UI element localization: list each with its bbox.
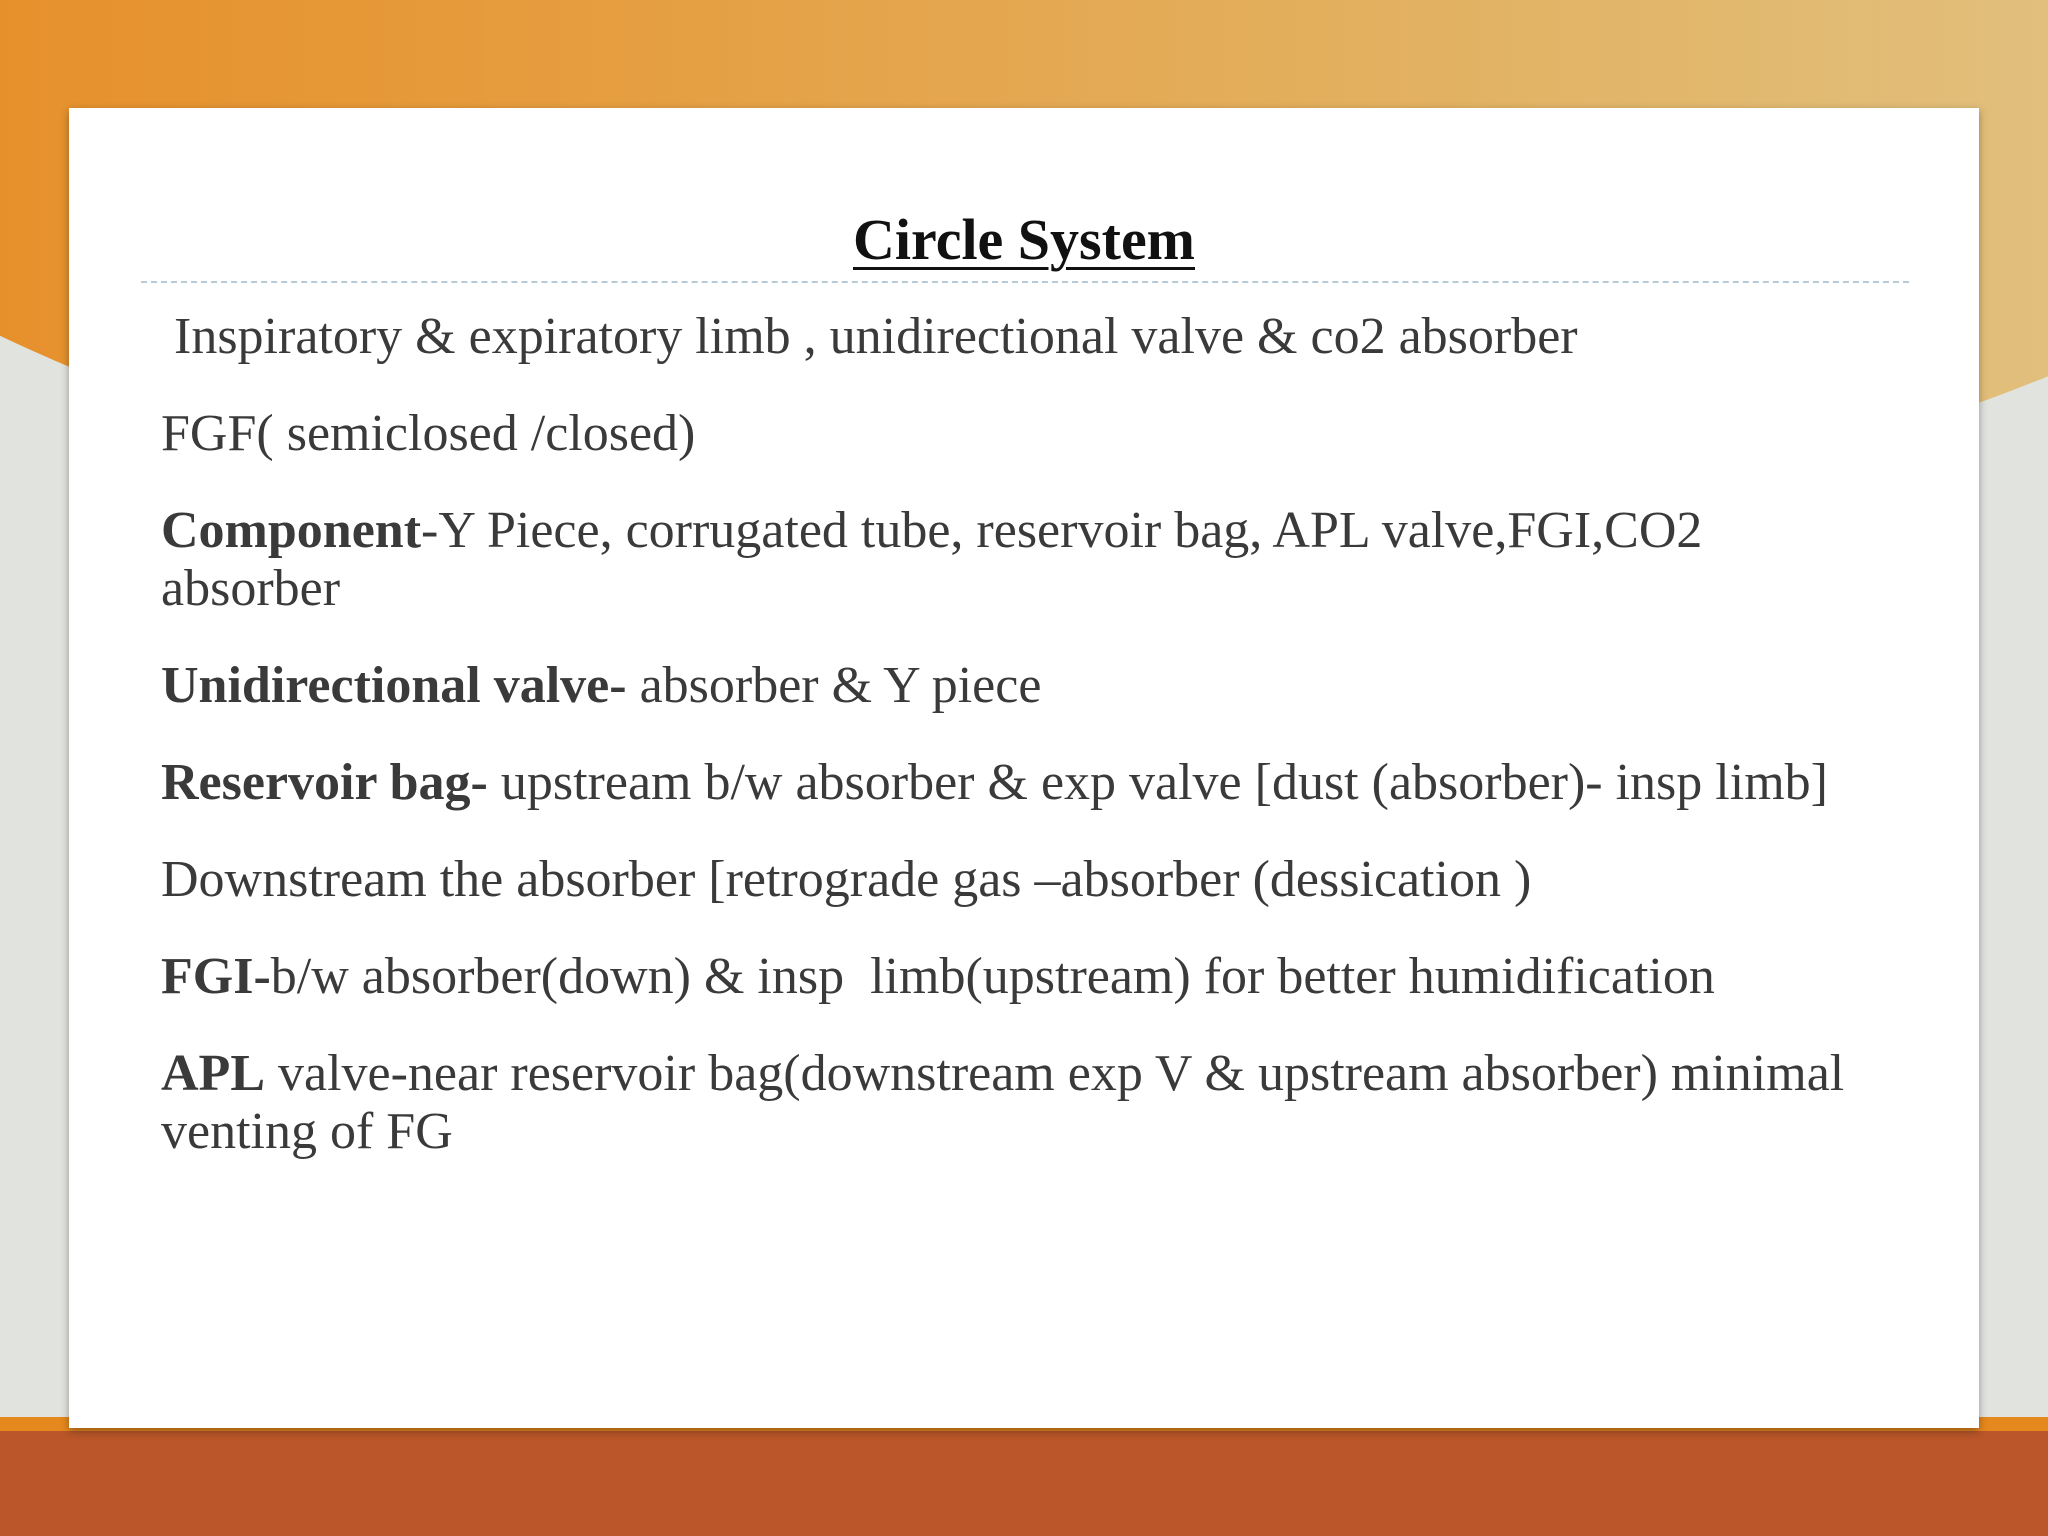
line-reservoir-bag-text: upstream b/w absorber & exp valve [dust (absorber)- insp limb] (487, 754, 1828, 811)
line-unidirectional-valve (161, 657, 1951, 715)
slide-title (69, 208, 1979, 272)
slide-body (161, 308, 1951, 1200)
line-unidirectional-valve-bold: Unidirectional valve- (161, 657, 627, 714)
line-reservoir-bag (161, 754, 1951, 812)
line-downstream-text: Downstream the absorber [retrograde gas –absorber (dessication ) (161, 851, 1532, 908)
line-fgi (161, 948, 1951, 1006)
line-component-bold: Component (161, 502, 422, 559)
line-component (161, 502, 1881, 618)
line-downstream (161, 851, 1951, 909)
line-fgf-text: FGF( semiclosed /closed) (161, 405, 696, 462)
slide-title-text: Circle System (853, 207, 1195, 272)
background-bottom-band (0, 1431, 2048, 1536)
line-reservoir-bag-bold: Reservoir bag- (161, 754, 488, 811)
line-apl-text: valve-near reservoir bag(downstream exp V & upstream absorber) minimal venting of FG (161, 1045, 1845, 1160)
line-limbs (161, 308, 1951, 366)
line-apl (161, 1045, 1861, 1161)
line-apl-bold: APL (161, 1045, 265, 1102)
line-fgi-text: b/w absorber(down) & insp limb(upstream) for better humidification (270, 948, 1715, 1005)
line-limbs-text: Inspiratory & expiratory limb , unidirectional valve & co2 absorber (161, 308, 1578, 365)
title-divider (141, 281, 1909, 283)
slide-content-card (69, 108, 1979, 1428)
line-fgi-bold: FGI- (161, 948, 271, 1005)
line-component-text: -Y Piece, corrugated tube, reservoir bag, APL valve,FGI,CO2 absorber (161, 502, 1703, 617)
line-fgf (161, 405, 1951, 463)
line-unidirectional-valve-text: absorber & Y piece (626, 657, 1042, 714)
